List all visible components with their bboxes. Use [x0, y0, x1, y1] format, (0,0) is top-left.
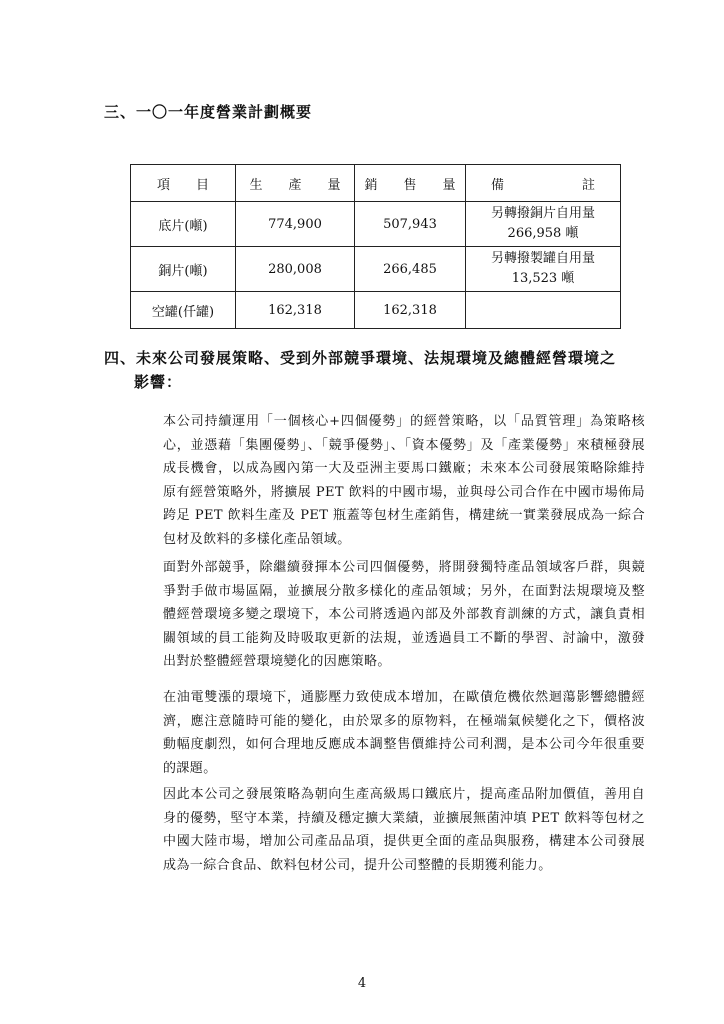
- note-line-1: 另轉撥製罐自用量: [490, 251, 595, 266]
- table-row: [131, 202, 621, 247]
- page-number: 4: [357, 976, 367, 991]
- section-4-heading-line-1: 四、未來公司發展策略、受到外部競爭環境、法規環境及總體經營環境之: [104, 349, 617, 367]
- cell-sales: 507,943: [355, 202, 466, 247]
- paragraph-competition: 面對外部競爭，除繼續發揮本公司四個優勢，將開發獨特產品領域客戶群，與競爭對手做市場區隔，並擴展分散多樣化的產品領域；另外，在面對法規環境及整體經營環境多變之環境下，本公司將透過內部及外部教育訓練的方式，讓負責相關領域的員工能夠及時吸取更新的法規，並透過員工不斷的學習、討論中，激發出對於整體經營環境變化的因應策略。: [163, 560, 645, 669]
- table-row: [131, 292, 621, 329]
- note-line-2: 13,523 噸: [511, 271, 575, 286]
- cell-production: 162,318: [236, 292, 355, 329]
- operating-plan-table: [130, 164, 621, 329]
- header-production: 生 產 量: [236, 165, 355, 202]
- cell-production: 774,900: [236, 202, 355, 247]
- cell-item: 銅片(噸): [131, 247, 236, 292]
- cell-item: 空罐(仟罐): [131, 292, 236, 329]
- table-header-row: [131, 165, 621, 202]
- cell-sales: 162,318: [355, 292, 466, 329]
- header-item: 項 目: [131, 165, 236, 202]
- paragraph-environment: 在油電雙漲的環境下，通膨壓力致使成本增加，在歐債危機依然迴蕩影響總體經濟，應注意隨時可能的變化，由於眾多的原物料，在極端氣候變化之下，價格波動幅度劇烈，如何合理地反應成本調整售價維持公司利潤，是本公司今年很重要的課題。: [163, 690, 645, 776]
- header-sales: 銷 售 量: [355, 165, 466, 202]
- section-4-heading: [104, 346, 664, 394]
- cell-note: [466, 292, 621, 329]
- note-line-2: 266,958 噸: [507, 226, 579, 241]
- table-row: [131, 247, 621, 292]
- paragraph-strategy: 本公司持續運用「一個核心+四個優勢」的經營策略，以「品質管理」為策略核心，並憑藉「集團優勢」、「競爭優勢」、「資本優勢」及「產業優勢」來積極發展成長機會，以成為國內第一大及亞洲主要馬口鐵廠；未來本公司發展策略除維持原有經營策略外，將擴展 PET 飲料的中國市場，並與母公司合作在中國市場佈局跨足 PET 飲料生產及 PET 瓶蓋等包材生產銷售，構建統一實業發展成為一綜合包材及飲料的多樣化產品領域。: [163, 414, 645, 547]
- section-3-heading: 三、一〇一年度營業計劃概要: [104, 103, 313, 121]
- cell-note: [466, 202, 621, 247]
- cell-production: 280,008: [236, 247, 355, 292]
- cell-item: 底片(噸): [131, 202, 236, 247]
- header-note: 備 註: [466, 165, 621, 202]
- cell-sales: 266,485: [355, 247, 466, 292]
- cell-note: [466, 247, 621, 292]
- section-4-heading-line-2: 影響：: [134, 373, 183, 391]
- paragraph-conclusion: 因此本公司之發展策略為朝向生產高級馬口鐵底片，提高產品附加價值，善用自身的優勢，堅守本業，持續及穩定擴大業績，並擴展無菌沖填 PET 飲料等包材之中國大陸市場，增加公司產品品項，提供更全面的產品與服務，構建本公司發展成為一綜合食品、飲料包材公司，提升公司整體的長期獲利能力。: [163, 787, 645, 873]
- note-line-1: 另轉撥銅片自用量: [490, 206, 595, 221]
